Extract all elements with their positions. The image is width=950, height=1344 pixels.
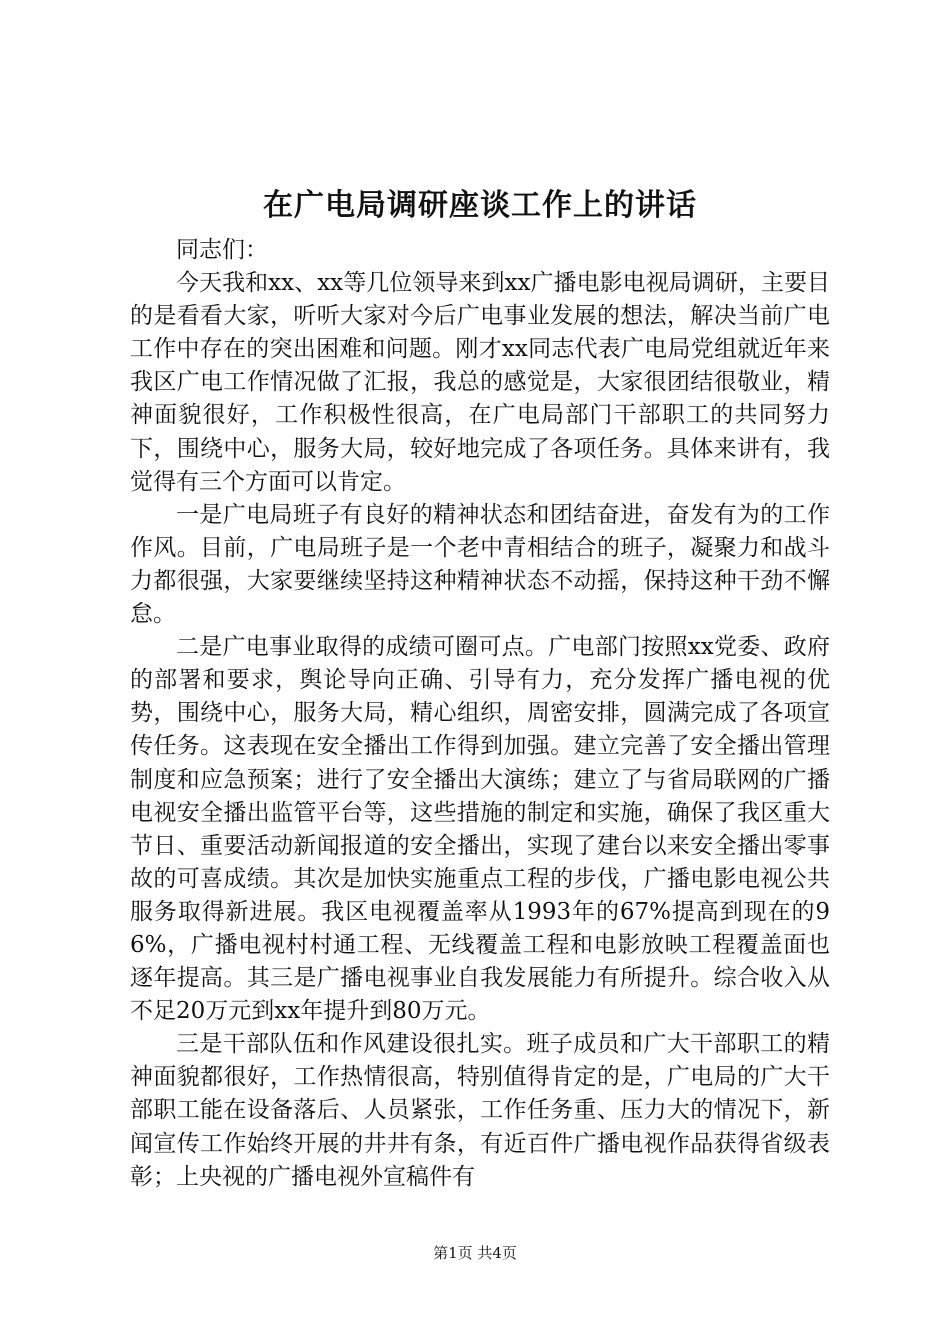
document-title: 在广电局调研座谈工作上的讲话: [263, 188, 697, 223]
page-number-footer: 第1页 共4页: [433, 1244, 517, 1262]
point-three-paragraph: 三是干部队伍和作风建设很扎实。班子成员和广大干部职工的精神面貌都很好，工作热情很高，特别值得肯定的是，广电局的广大干部职工能在设备落后、人员紧张，工作任务重、压力大的情况下，新闻宣传工作始终开展的井井有条，有近百件广播电视作品获得省级表彰；上央视的广播电视外宣稿件有: [130, 1031, 830, 1190]
intro-paragraph: 今天我和xx、xx等几位领导来到xx广播电影电视局调研，主要目的是看看大家，听听大家对今后广电事业发展的想法，解决当前广电工作中存在的突出困难和问题。刚才xx同志代表广电局党组就近年来我区广电工作情况做了汇报，我总的感觉是，大家很团结很敬业，精神面貌很好，工作积极性很高，在广电局部门干部职工的共同努力下，围绕中心，服务大局，较好地完成了各项任务。具体来讲有，我觉得有三个方面可以肯定。: [130, 270, 830, 495]
salutation-paragraph: 同志们：: [176, 237, 268, 263]
document-body: [130, 234, 830, 1194]
point-one-paragraph: 一是广电局班子有良好的精神状态和团结奋进，奋发有为的工作作风。目前，广电局班子是一个老中青相结合的班子，凝聚力和战斗力都很强，大家要继续坚持这种精神状态不动摇，保持这种干劲不懈怠。: [130, 501, 830, 628]
point-two-paragraph: 二是广电事业取得的成绩可圈可点。广电部门按照xx党委、政府的部署和要求，舆论导向正确、引导有力，充分发挥广播电视的优势，围绕中心，服务大局，精心组织，周密安排，圆满完成了各项宣传任务。这表现在安全播出工作得到加强。建立完善了安全播出管理制度和应急预案；进行了安全播出大演练；建立了与省局联网的广播电视安全播出监管平台等，这些措施的制定和实施，确保了我区重大节日、重要活动新闻报道的安全播出，实现了建台以来安全播出零事故的可喜成绩。其次是加快实施重点工程的步伐，广播电影电视公共服务取得新进展。我区电视覆盖率从1993年的67%提高到现在的96%，广播电视村村通工程、无线覆盖工程和电影放映工程覆盖面也逐年提高。其三是广播电视事业自我发展能力有所提升。综合收入从不足20万元到xx年提升到80万元。: [130, 634, 830, 1025]
